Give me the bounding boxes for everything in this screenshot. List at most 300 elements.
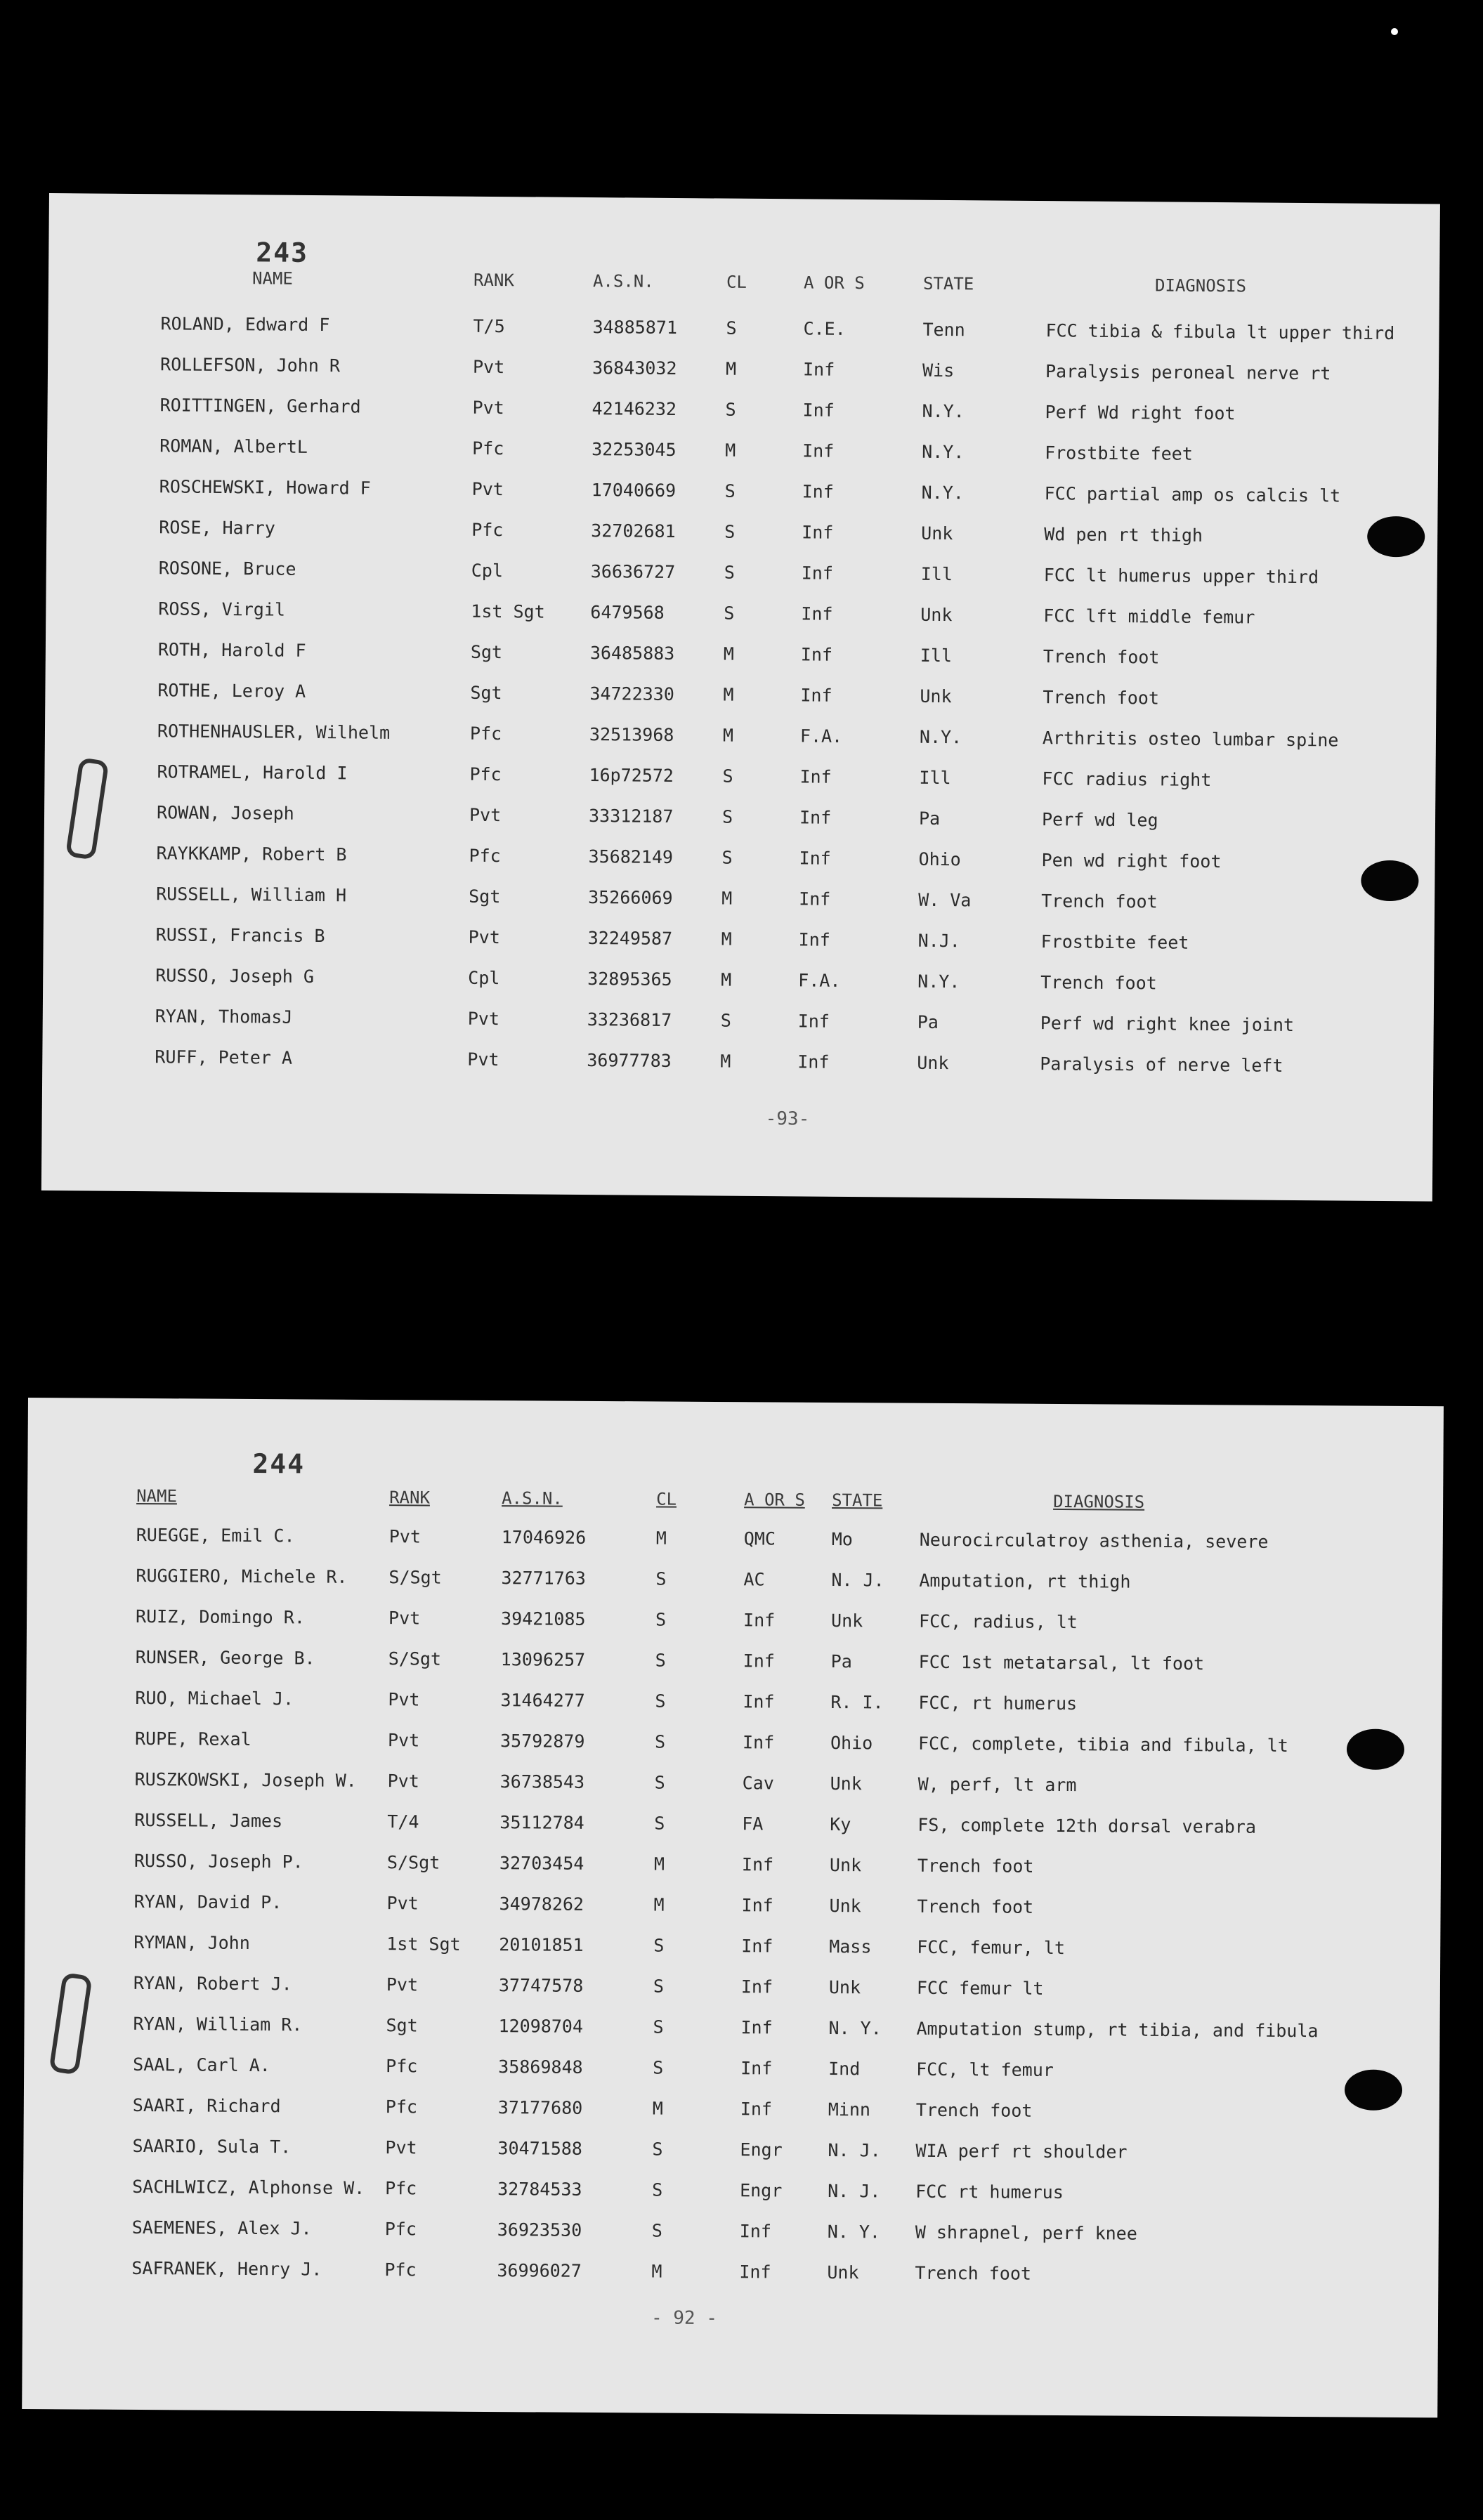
cell-name: RUPE, Rexal: [134, 1728, 251, 1750]
cell-cl: M: [652, 2098, 663, 2119]
cell-cl: S: [721, 806, 733, 827]
cell-cl: S: [653, 1935, 665, 1956]
cell-name: RUSSO, Joseph G: [155, 965, 315, 987]
cell-state: Wis: [922, 360, 955, 381]
table-row: [25, 1931, 1440, 1968]
cell-rank: Pfc: [385, 2096, 418, 2118]
cell-cl: S: [724, 603, 735, 624]
cell-state: Mo: [831, 1528, 853, 1550]
cell-cl: M: [720, 1051, 731, 1072]
cell-name: ROTHENHAUSLER, Wilhelm: [157, 721, 391, 743]
cell-cl: S: [653, 1976, 665, 1997]
table-row: [27, 1606, 1442, 1642]
cell-name: RUGGIERO, Michele R.: [136, 1565, 348, 1587]
cell-name: RYAN, William R.: [133, 2013, 303, 2035]
cell-asn: 36923530: [497, 2219, 582, 2240]
punch-hole: [1367, 516, 1425, 558]
cell-rank: Pfc: [471, 519, 504, 541]
cell-diagnosis: Trench foot: [1040, 972, 1157, 994]
cell-diagnosis: Trench foot: [915, 2099, 1033, 2121]
cell-asn: 34885871: [592, 317, 678, 339]
cell-asn: 36996027: [497, 2260, 582, 2281]
cell-diagnosis: Perf wd right knee joint: [1040, 1013, 1295, 1035]
cell-diagnosis: Wd pen rt thigh: [1044, 524, 1203, 546]
cell-rank: Pvt: [469, 804, 502, 826]
cell-state: W. Va: [918, 889, 972, 911]
cell-rank: Pvt: [472, 397, 504, 419]
cell-state: Unk: [917, 1052, 949, 1074]
cell-rank: T/4: [387, 1811, 419, 1832]
cell-state: N. Y.: [828, 2017, 882, 2039]
cell-state: N.Y.: [922, 441, 965, 463]
cell-state: N.Y.: [919, 726, 962, 748]
cell-name: RUEGGE, Emil C.: [136, 1524, 295, 1547]
table-row: [23, 2217, 1439, 2253]
table-row: [44, 924, 1435, 963]
cell-asn: 33312187: [588, 806, 674, 827]
cell-cl: M: [723, 643, 735, 664]
header-asn: A.S.N.: [502, 1488, 563, 1509]
cell-state: N. Y.: [827, 2221, 881, 2243]
cell-name: RUSZKOWSKI, Joseph W.: [134, 1768, 357, 1791]
cell-rank: Cpl: [471, 560, 504, 582]
cell-rank: Pvt: [386, 1893, 419, 1914]
table-row: [26, 1687, 1442, 1724]
cell-aors: Inf: [801, 603, 833, 624]
header-state: STATE: [922, 273, 974, 294]
cell-asn: 17040669: [591, 480, 677, 501]
cell-rank: Sgt: [469, 886, 501, 907]
header-rank: RANK: [473, 270, 514, 291]
cell-cl: S: [725, 399, 736, 420]
cell-aors: Inf: [802, 440, 835, 461]
cell-rank: Pvt: [387, 1771, 419, 1792]
cell-asn: 32784533: [497, 2179, 582, 2200]
table-row: [45, 679, 1436, 718]
cell-diagnosis: Pen wd right foot: [1041, 850, 1222, 872]
cell-cl: S: [721, 847, 733, 868]
cell-aors: Inf: [741, 1854, 774, 1875]
cell-state: Unk: [921, 523, 953, 544]
cell-name: RUO, Michael J.: [135, 1687, 294, 1709]
cell-diagnosis: Trench foot: [915, 2262, 1032, 2284]
cell-state: Ill: [919, 767, 951, 789]
cell-asn: 37747578: [498, 1975, 584, 1996]
cell-diagnosis: Perf Wd right foot: [1045, 402, 1236, 424]
cell-rank: Pvt: [472, 356, 505, 378]
cell-diagnosis: FCC tibia & fibula lt upper third: [1045, 320, 1395, 344]
cell-aors: F.A.: [798, 970, 841, 991]
cell-aors: Inf: [739, 2221, 772, 2242]
cell-asn: 20101851: [499, 1934, 584, 1955]
cell-cl: S: [720, 1010, 731, 1031]
table-row: [26, 1768, 1442, 1805]
cell-state: N.Y.: [922, 400, 965, 422]
cell-aors: Inf: [741, 1936, 773, 1957]
cell-cl: S: [724, 521, 736, 542]
table-row: [27, 1524, 1443, 1561]
cell-asn: 35112784: [499, 1812, 584, 1833]
header-aors: A OR S: [744, 1490, 805, 1510]
cell-asn: 12098704: [498, 2016, 584, 2037]
cell-rank: S/Sgt: [388, 1648, 442, 1669]
cell-diagnosis: FCC lt humerus upper third: [1043, 565, 1319, 588]
cell-aors: QMC: [743, 1528, 776, 1549]
cell-state: N. J.: [831, 1569, 884, 1591]
cell-aors: Inf: [800, 644, 833, 665]
cell-asn: 35682149: [588, 846, 674, 868]
cell-aors: Inf: [739, 2262, 771, 2283]
cell-rank: Pvt: [467, 1049, 499, 1070]
cell-diagnosis: FCC rt humerus: [915, 2181, 1064, 2203]
cell-cl: M: [653, 1894, 665, 1915]
cell-cl: S: [655, 1691, 666, 1712]
table-row: [26, 1728, 1442, 1764]
cell-aors: Inf: [740, 1976, 773, 1997]
cell-aors: Inf: [799, 807, 832, 828]
table-row: [44, 842, 1435, 881]
table-row: [23, 2135, 1439, 2172]
cell-cl: S: [652, 2139, 663, 2160]
cell-aors: Inf: [740, 2099, 773, 2120]
cell-aors: Inf: [797, 1051, 830, 1072]
header-name: NAME: [251, 268, 293, 289]
cell-state: Ind: [828, 2058, 861, 2080]
cell-rank: Sgt: [470, 641, 503, 663]
cell-rank: Cpl: [468, 967, 500, 989]
cell-name: SAAL, Carl A.: [133, 2054, 270, 2076]
page-footer: - 92 -: [651, 2307, 718, 2330]
cell-cl: M: [655, 1528, 667, 1549]
cell-state: Ohio: [830, 1732, 873, 1754]
cell-aors: F.A.: [799, 726, 843, 747]
table-row: [46, 598, 1437, 637]
cell-state: Ohio: [918, 848, 961, 870]
cell-state: Ill: [920, 645, 953, 667]
cell-aors: Inf: [802, 359, 835, 380]
cell-diagnosis: Trench foot: [1043, 646, 1160, 668]
cell-asn: 36843032: [592, 357, 677, 379]
cell-name: RUNSER, George B.: [135, 1646, 315, 1669]
cell-diagnosis: FCC, femur, lt: [917, 1936, 1066, 1959]
cell-aors: Inf: [742, 1732, 775, 1753]
cell-asn: 36636727: [590, 561, 676, 583]
cell-aors: FA: [742, 1813, 764, 1835]
cell-state: Unk: [829, 1854, 862, 1876]
cell-diagnosis: Paralysis of nerve left: [1040, 1054, 1283, 1076]
cell-state: Unk: [830, 1610, 863, 1632]
cell-asn: 33236817: [587, 1009, 672, 1030]
cell-state: Pa: [918, 808, 941, 829]
cell-aors: Inf: [743, 1610, 776, 1631]
cell-rank: Pvt: [467, 1008, 500, 1030]
cell-aors: Engr: [740, 2180, 783, 2201]
table-row: [43, 964, 1434, 1004]
cell-cl: S: [652, 2179, 663, 2200]
cell-aors: Inf: [801, 563, 834, 584]
cell-asn: 16p72572: [589, 765, 674, 787]
cell-state: Unk: [827, 2262, 859, 2283]
table-row: [44, 883, 1435, 922]
cell-diagnosis: FCC lft middle femur: [1043, 605, 1255, 628]
table-row: [44, 761, 1435, 800]
table-row: [47, 394, 1438, 433]
cell-name: RYAN, Robert J.: [133, 1972, 292, 1995]
cell-aors: Inf: [800, 685, 832, 706]
cell-rank: Pfc: [384, 2219, 417, 2240]
cell-rank: 1st Sgt: [471, 601, 545, 622]
dust-speck: [1391, 28, 1398, 35]
cell-name: RYAN, David P.: [133, 1891, 282, 1913]
cell-diagnosis: Trench foot: [917, 1855, 1034, 1877]
cell-rank: S/Sgt: [388, 1567, 442, 1588]
cell-rank: Pvt: [388, 1608, 421, 1629]
cell-diagnosis: FCC 1st metatarsal, lt foot: [918, 1651, 1205, 1674]
cell-asn: 35266069: [588, 887, 673, 909]
header-asn: A.S.N.: [592, 271, 654, 291]
cell-name: SAARI, Richard: [132, 2094, 281, 2117]
cell-cl: M: [653, 1853, 665, 1875]
cell-state: Ill: [920, 563, 953, 585]
cell-rank: Pfc: [385, 2178, 417, 2199]
table-row: [45, 720, 1436, 759]
cell-state: N.J.: [917, 930, 961, 952]
cell-aors: Inf: [799, 848, 831, 869]
cell-state: Unk: [920, 685, 952, 707]
punch-hole: [1347, 1728, 1404, 1769]
cell-asn: 35792879: [499, 1731, 585, 1752]
cell-cl: S: [655, 1650, 666, 1671]
cell-asn: 32253045: [592, 439, 677, 461]
cell-name: ROLAND, Edward F: [160, 313, 330, 336]
cell-diagnosis: W, perf, lt arm: [917, 1773, 1077, 1796]
header-cl: CL: [656, 1489, 677, 1509]
cell-rank: Pfc: [472, 438, 504, 459]
cell-diagnosis: FCC, radius, lt: [918, 1610, 1078, 1633]
punch-hole: [1361, 860, 1418, 902]
cell-name: SAFRANEK, Henry J.: [131, 2257, 322, 2280]
cell-asn: 32702681: [591, 520, 676, 542]
cell-rank: Pvt: [386, 1974, 419, 1995]
cell-state: Mass: [829, 1936, 872, 1957]
table-row: [42, 1046, 1433, 1085]
cell-rank: S/Sgt: [386, 1852, 440, 1873]
header-diagnosis: DIAGNOSIS: [1154, 275, 1247, 296]
cell-asn: 34722330: [589, 683, 674, 705]
cell-asn: 36485883: [589, 643, 675, 664]
cell-name: ROSE, Harry: [159, 517, 275, 539]
cell-aors: AC: [743, 1569, 765, 1590]
cell-asn: 6479568: [590, 602, 665, 623]
cell-aors: Inf: [802, 522, 834, 543]
cell-aors: Inf: [802, 481, 834, 502]
cell-diagnosis: FCC partial amp os calcis lt: [1044, 483, 1341, 506]
cell-name: RUIZ, Domingo R.: [136, 1606, 306, 1628]
cell-diagnosis: FCC radius right: [1042, 768, 1212, 791]
cell-name: SACHLWICZ, Alphonse W.: [132, 2176, 365, 2198]
table-row: [48, 353, 1439, 393]
document-page-244: [22, 1398, 1444, 2417]
cell-name: ROITTINGEN, Gerhard: [159, 395, 361, 417]
cell-cl: M: [725, 440, 736, 461]
cell-cl: M: [721, 888, 733, 909]
cell-asn: 37177680: [497, 2097, 583, 2118]
cell-name: SAEMENES, Alex J.: [131, 2217, 312, 2239]
cell-rank: Pfc: [386, 2056, 418, 2077]
cell-rank: T/5: [473, 315, 505, 337]
cell-diagnosis: FS, complete 12th dorsal verabra: [917, 1814, 1257, 1837]
cell-diagnosis: FCC, lt femur: [916, 2059, 1054, 2080]
cell-cl: S: [654, 1813, 665, 1834]
cell-rank: Sgt: [386, 2015, 418, 2036]
cell-diagnosis: W shrapnel, perf knee: [915, 2222, 1137, 2244]
cell-diagnosis: Frostbite feet: [1040, 931, 1189, 953]
cell-name: ROMAN, AlbertL: [159, 435, 308, 457]
table-row: [27, 1646, 1442, 1683]
cell-asn: 32249587: [587, 928, 673, 949]
cell-cl: M: [651, 2261, 662, 2282]
cell-cl: S: [653, 2016, 664, 2037]
cell-asn: 32513968: [589, 724, 674, 746]
cell-state: Unk: [920, 604, 953, 626]
cell-cl: S: [724, 562, 735, 583]
cell-cl: S: [654, 1731, 666, 1752]
table-row: [23, 2176, 1439, 2212]
cell-name: ROTHE, Leroy A: [157, 680, 306, 702]
header-diagnosis: DIAGNOSIS: [1053, 1491, 1145, 1512]
table-row: [47, 475, 1438, 515]
cell-name: SAARIO, Sula T.: [132, 2135, 292, 2158]
cell-rank: Pfc: [469, 845, 501, 867]
cell-rank: Sgt: [470, 682, 502, 704]
cell-cl: S: [722, 766, 733, 787]
table-row: [48, 313, 1439, 352]
cell-asn: 32771763: [501, 1568, 586, 1589]
cell-asn: 42146232: [592, 398, 677, 420]
page-number: 244: [252, 1448, 306, 1480]
header-aors: A OR S: [803, 273, 865, 294]
cell-cl: S: [726, 317, 737, 339]
cell-aors: Inf: [740, 2058, 773, 2079]
cell-aors: Inf: [799, 888, 831, 910]
cell-diagnosis: FCC, complete, tibia and fibula, lt: [917, 1733, 1288, 1756]
cell-diagnosis: FCC, rt humerus: [918, 1692, 1078, 1714]
cell-aors: Inf: [797, 1011, 830, 1032]
cell-state: Unk: [830, 1773, 862, 1794]
punch-hole: [1345, 2069, 1402, 2110]
cell-asn: 36738543: [499, 1771, 585, 1792]
cell-cl: S: [654, 1772, 665, 1793]
cell-rank: 1st Sgt: [386, 1934, 461, 1955]
table-row: [44, 801, 1435, 841]
cell-state: R. I.: [830, 1691, 884, 1713]
header-cl: CL: [726, 272, 747, 292]
cell-aors: Engr: [740, 2139, 783, 2160]
cell-diagnosis: FCC femur lt: [916, 1977, 1044, 1999]
cell-asn: 36977783: [587, 1050, 672, 1071]
table-row: [22, 2257, 1438, 2294]
cell-state: Ky: [830, 1813, 851, 1835]
table-row: [25, 1850, 1441, 1886]
cell-name: RYAN, ThomasJ: [155, 1006, 293, 1028]
document-page-243: [41, 193, 1440, 1202]
cell-rank: Pvt: [387, 1730, 420, 1751]
cell-name: ROTRAMEL, Harold I: [157, 761, 348, 784]
cell-name: RUSSO, Joseph P.: [133, 1850, 303, 1872]
cell-aors: Inf: [802, 400, 835, 421]
table-row: [24, 2013, 1439, 2049]
page-footer: -93-: [765, 1108, 810, 1130]
cell-state: Pa: [917, 1011, 939, 1032]
cell-rank: Pvt: [385, 2137, 417, 2158]
cell-rank: Pvt: [388, 1526, 422, 1547]
table-row: [27, 1565, 1442, 1601]
cell-cl: S: [651, 2220, 662, 2241]
cell-name: ROWAN, Joseph: [156, 802, 294, 824]
header-name: NAME: [136, 1485, 178, 1507]
cell-aors: Inf: [740, 2017, 773, 2038]
table-row: [43, 1005, 1434, 1044]
cell-diagnosis: Frostbite feet: [1045, 442, 1193, 464]
cell-diagnosis: Arthritis osteo lumbar spine: [1042, 728, 1339, 751]
cell-cl: S: [653, 2057, 664, 2078]
cell-aors: Cav: [742, 1773, 774, 1794]
table-row: [46, 516, 1437, 556]
cell-name: ROSONE, Bruce: [158, 558, 296, 579]
cell-name: RUSSELL, William H: [156, 884, 347, 906]
cell-aors: Inf: [741, 1895, 773, 1916]
cell-asn: 39421085: [501, 1608, 586, 1629]
cell-cl: M: [721, 969, 732, 990]
cell-name: RAYKKAMP, Robert B: [156, 843, 347, 865]
cell-diagnosis: Amputation stump, rt tibia, and fibula: [916, 2018, 1319, 2042]
cell-state: Tenn: [922, 319, 965, 341]
cell-name: RUFF, Peter A: [155, 1046, 293, 1068]
table-row: [46, 557, 1437, 596]
cell-name: ROLLEFSON, John R: [159, 354, 341, 376]
header-rank: RANK: [389, 1488, 431, 1508]
cell-name: ROSCHEWSKI, Howard F: [159, 476, 371, 499]
cell-name: RUSSI, Francis B: [155, 924, 325, 947]
table-row: [25, 1972, 1440, 2009]
table-row: [24, 2094, 1439, 2131]
cell-state: N.Y.: [921, 482, 965, 504]
cell-state: Minn: [828, 2099, 871, 2120]
cell-rank: Pvt: [388, 1689, 420, 1710]
cell-cl: M: [722, 725, 734, 746]
cell-state: Unk: [829, 1895, 861, 1917]
table-row: [47, 435, 1438, 474]
cell-name: RUSSELL, James: [134, 1809, 283, 1832]
cell-name: RYMAN, John: [133, 1931, 250, 1953]
cell-asn: 34978262: [499, 1894, 584, 1915]
cell-state: N. J.: [828, 2180, 881, 2202]
cell-state: N.Y.: [917, 971, 960, 992]
cell-diagnosis: Amputation, rt thigh: [919, 1570, 1131, 1592]
cell-diagnosis: Perf wd leg: [1041, 809, 1158, 831]
cell-state: N. J.: [828, 2139, 881, 2161]
cell-aors: Inf: [743, 1651, 775, 1672]
cell-asn: 30471588: [497, 2138, 582, 2159]
cell-diagnosis: Trench foot: [917, 1896, 1034, 1917]
cell-aors: Inf: [798, 929, 830, 950]
cell-rank: Pfc: [384, 2259, 417, 2281]
cell-state: Unk: [828, 1976, 861, 1998]
cell-cl: M: [723, 684, 734, 705]
cell-cl: S: [655, 1609, 667, 1630]
cell-aors: Inf: [799, 766, 832, 787]
cell-cl: S: [724, 480, 736, 501]
